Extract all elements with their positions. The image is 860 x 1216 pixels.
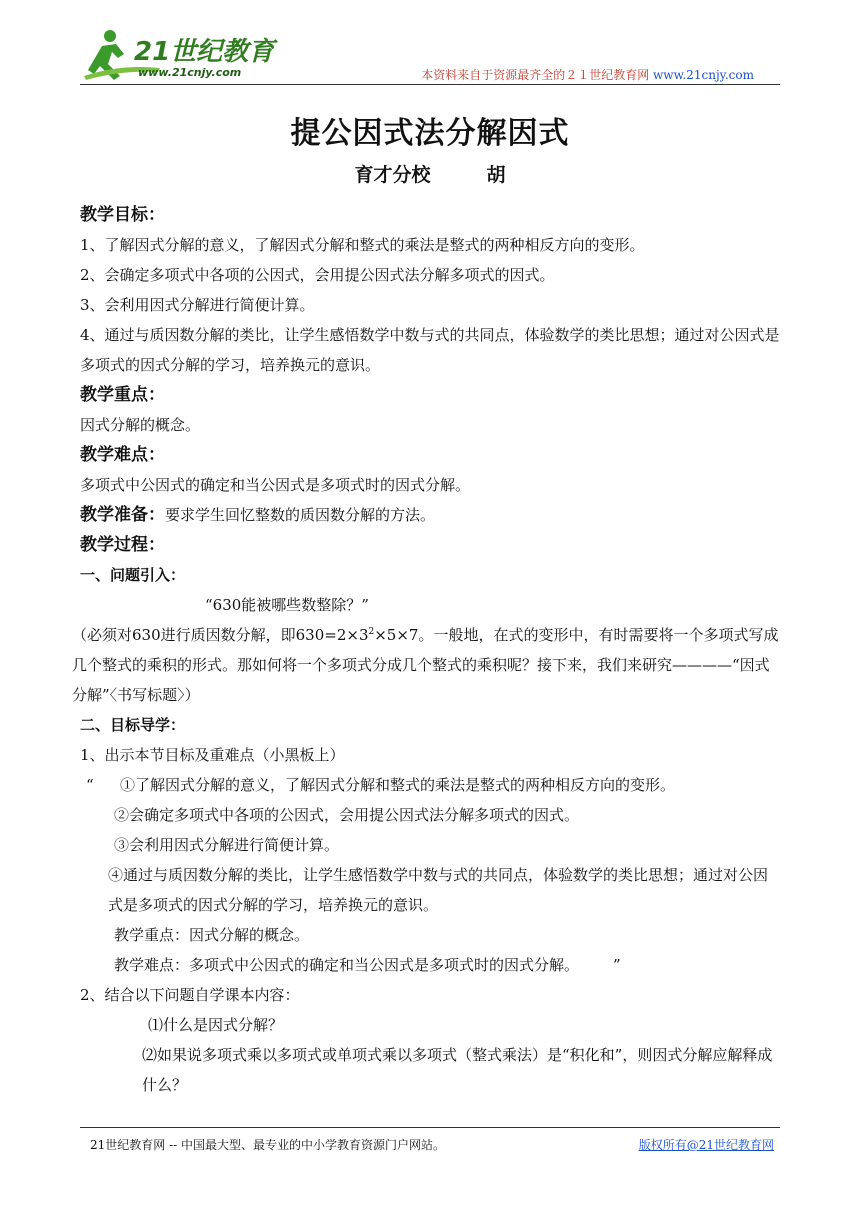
quote-item: 教学重点：因式分解的概念。 <box>114 926 310 944</box>
quote-item: 教学难点：多项式中公因式的确定和当公因式是多项式时的因式分解。 <box>114 956 580 974</box>
logo-text: 21世纪教育 <box>134 37 275 67</box>
prep-heading: 教学准备： <box>80 505 165 525</box>
school-name: 育才分校 <box>354 164 431 186</box>
part1-para-b: ×5×7。一般地，在式的变形中，有时需要将一个多项式写成几个整式的乘积的形式。那如何将一个多项式分成几个整式的乘积呢？接下来，我们来研究————“因式分解”〈书写标题〉） <box>72 626 779 704</box>
exponent: 2 <box>368 627 375 637</box>
quote-item: ①了解因式分解的意义，了解因式分解和整式的乘法是整式的两种相反方向的变形。 <box>120 776 676 794</box>
prep-text: 要求学生回忆整数的质因数分解的方法。 <box>165 506 436 524</box>
page-subtitle <box>0 160 860 187</box>
list-item: 2、结合以下问题自学课本内容： <box>80 986 300 1004</box>
footer-text: 21世纪教育网 -- 中国最大型、最专业的中小学教育资源门户网站。 <box>90 1138 446 1152</box>
process-heading: 教学过程： <box>80 535 165 555</box>
goals-heading: 教学目标： <box>80 205 165 225</box>
quote-item: ④通过与质因数分解的类比，让学生感悟数学中数与式的共同点，体验数学的类比思想；通过对公因式是多项式的因式分解的学习，培养换元的意识。 <box>108 866 769 914</box>
part1-heading: 一、问题引入： <box>80 566 186 584</box>
logo-url: www.21cnjy.com <box>138 66 242 79</box>
quote-item: ②会确定多项式中各项的公因式，会用提公因式法分解多项式的因式。 <box>114 806 580 824</box>
difficult-text: 多项式中公因式的确定和当公因式是多项式时的因式分解。 <box>80 476 471 494</box>
sub-question: ⑵如果说多项式乘以多项式或单项式乘以多项式（整式乘法）是“积化和”，则因式分解应解释成什么？ <box>142 1046 773 1094</box>
quote-line <box>80 950 780 980</box>
header-note-text: 本资料来自于资源最齐全的２１世纪教育网 <box>421 68 650 82</box>
goal-item: 3、会利用因式分解进行简便计算。 <box>80 296 315 314</box>
site-logo <box>80 24 290 84</box>
key-heading: 教学重点： <box>80 385 165 405</box>
goal-item: 4、通过与质因数分解的类比，让学生感悟数学中数与式的共同点，体验数学的类比思想；通过对公因式是多项式的因式分解的学习，培养换元的意识。 <box>80 326 780 374</box>
document-body <box>72 200 780 1100</box>
header-divider <box>80 84 780 85</box>
copyright-link[interactable]: 版权所有@21世纪教育网 <box>638 1138 774 1152</box>
quote-close: ” <box>613 956 621 974</box>
list-item: 1、出示本节目标及重难点（小黑板上） <box>80 746 345 764</box>
goal-item: 2、会确定多项式中各项的公因式，会用提公因式法分解多项式的因式。 <box>80 266 555 284</box>
sub-question: ⑴什么是因式分解？ <box>148 1016 284 1034</box>
part2-heading: 二、目标导学： <box>80 716 186 734</box>
footer-divider <box>80 1127 780 1128</box>
part1-para-a: （必须对630进行质因数分解，即630=2×3 <box>72 626 369 644</box>
header-note-url[interactable]: www.21cnjy.com <box>653 68 754 82</box>
page-title: 提公因式法分解因式 <box>290 116 570 151</box>
quote-line <box>80 770 780 800</box>
part1-quote: “630能被哪些数整除？” <box>205 596 369 614</box>
part1-paragraph <box>72 620 780 710</box>
quote-item: ③会利用因式分解进行简便计算。 <box>114 836 340 854</box>
author-name: 胡 <box>486 164 506 186</box>
header-note <box>421 66 754 83</box>
runner-logo-icon <box>80 24 290 84</box>
goal-item: 1、了解因式分解的意义，了解因式分解和整式的乘法是整式的两种相反方向的变形。 <box>80 236 645 254</box>
quote-open: “ <box>86 776 94 794</box>
key-text: 因式分解的概念。 <box>80 416 201 434</box>
difficult-heading: 教学难点： <box>80 445 165 465</box>
